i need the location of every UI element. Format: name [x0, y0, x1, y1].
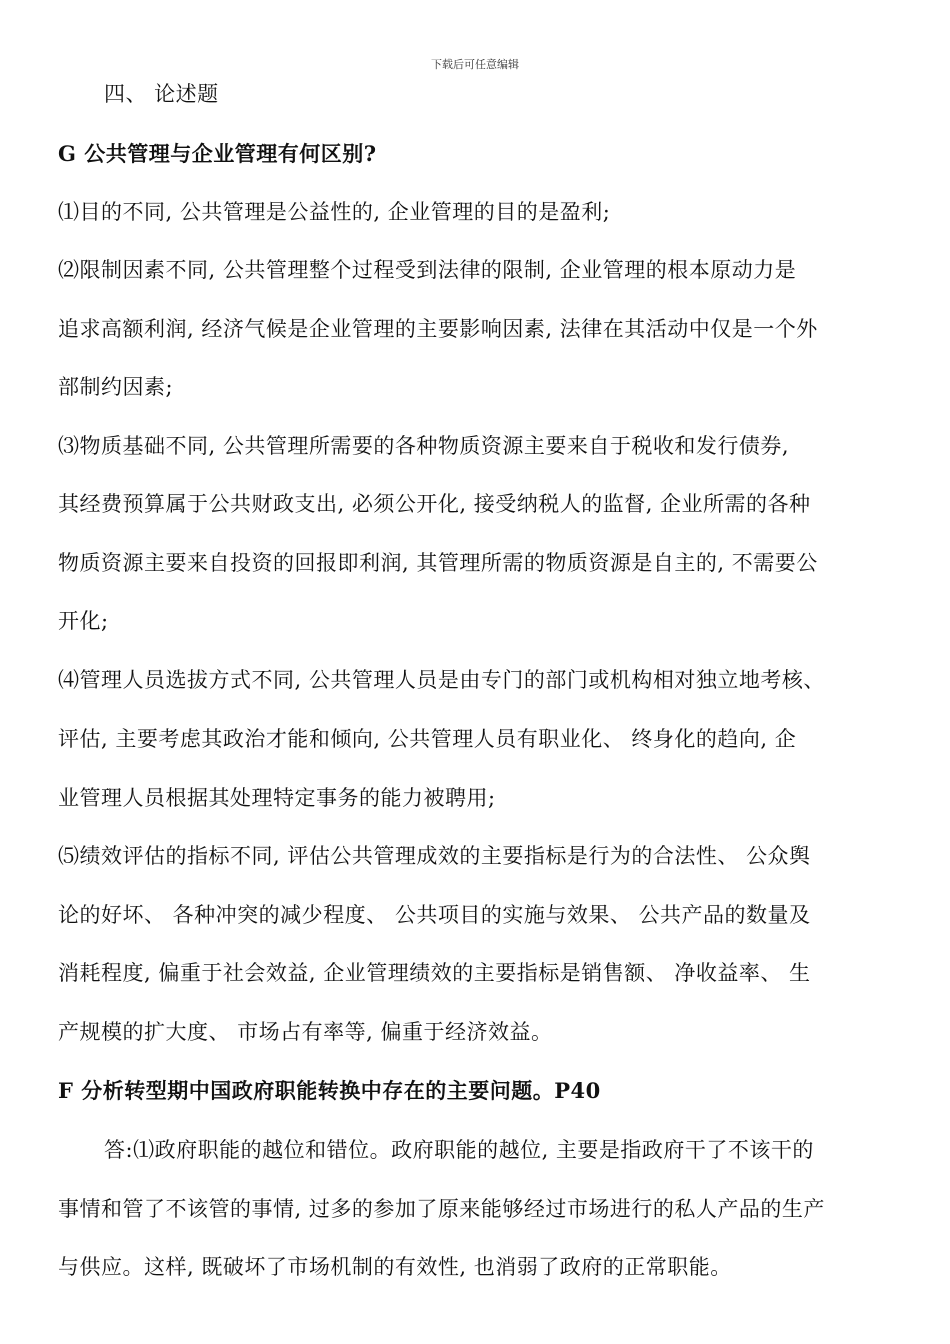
q1-line-6: 其经费预算属于公共财政支出, 必须公开化, 接受纳税人的监督, 企业所需的各种	[58, 492, 811, 516]
q1-line-4: 部制约因素;	[58, 375, 174, 399]
q1-line-11: 业管理人员根据其处理特定事务的能力被聘用;	[58, 786, 496, 810]
q1-line-2: ⑵限制因素不同, 公共管理整个过程受到法律的限制, 企业管理的根本原动力是	[58, 258, 797, 282]
question-2-title: F 分析转型期中国政府职能转换中存在的主要问题。P40	[58, 1078, 601, 1103]
q2-line-1: 答:⑴政府职能的越位和错位。政府职能的越位, 主要是指政府干了不该干的	[104, 1138, 814, 1162]
page-header: 下载后可任意编辑	[431, 58, 519, 71]
q2-line-2: 事情和管了不该管的事情, 过多的参加了原来能够经过市场进行的私人产品的生产	[58, 1197, 825, 1221]
q1-line-10: 评估, 主要考虑其政治才能和倾向, 公共管理人员有职业化、 终身化的趋向, 企	[58, 727, 797, 751]
q1-line-3: 追求高额利润, 经济气候是企业管理的主要影响因素, 法律在其活动中仅是一个外	[58, 317, 818, 341]
q1-line-12: ⑸绩效评估的指标不同, 评估公共管理成效的主要指标是行为的合法性、 公众舆	[58, 844, 811, 868]
q1-line-14: 消耗程度, 偏重于社会效益, 企业管理绩效的主要指标是销售额、 净收益率、 生	[58, 961, 811, 985]
q1-line-8: 开化;	[58, 609, 109, 633]
section-title: 四、 论述题	[104, 82, 219, 106]
q2-line-3: 与供应。这样, 既破坏了市场机制的有效性, 也消弱了政府的正常职能。	[58, 1255, 732, 1279]
q1-line-9: ⑷管理人员选拔方式不同, 公共管理人员是由专门的部门或机构相对独立地考核、	[58, 668, 825, 692]
q1-line-1: ⑴目的不同, 公共管理是公益性的, 企业管理的目的是盈利;	[58, 200, 611, 224]
q1-line-15: 产规模的扩大度、 市场占有率等, 偏重于经济效益。	[58, 1020, 553, 1044]
q1-line-5: ⑶物质基础不同, 公共管理所需要的各种物质资源主要来自于税收和发行债券,	[58, 434, 790, 458]
question-1-title: G 公共管理与企业管理有何区别?	[58, 141, 377, 166]
q1-line-13: 论的好坏、 各种冲突的减少程度、 公共项目的实施与效果、 公共产品的数量及	[58, 903, 811, 927]
q1-line-7: 物质资源主要来自投资的回报即利润, 其管理所需的物质资源是自主的, 不需要公	[58, 551, 818, 575]
